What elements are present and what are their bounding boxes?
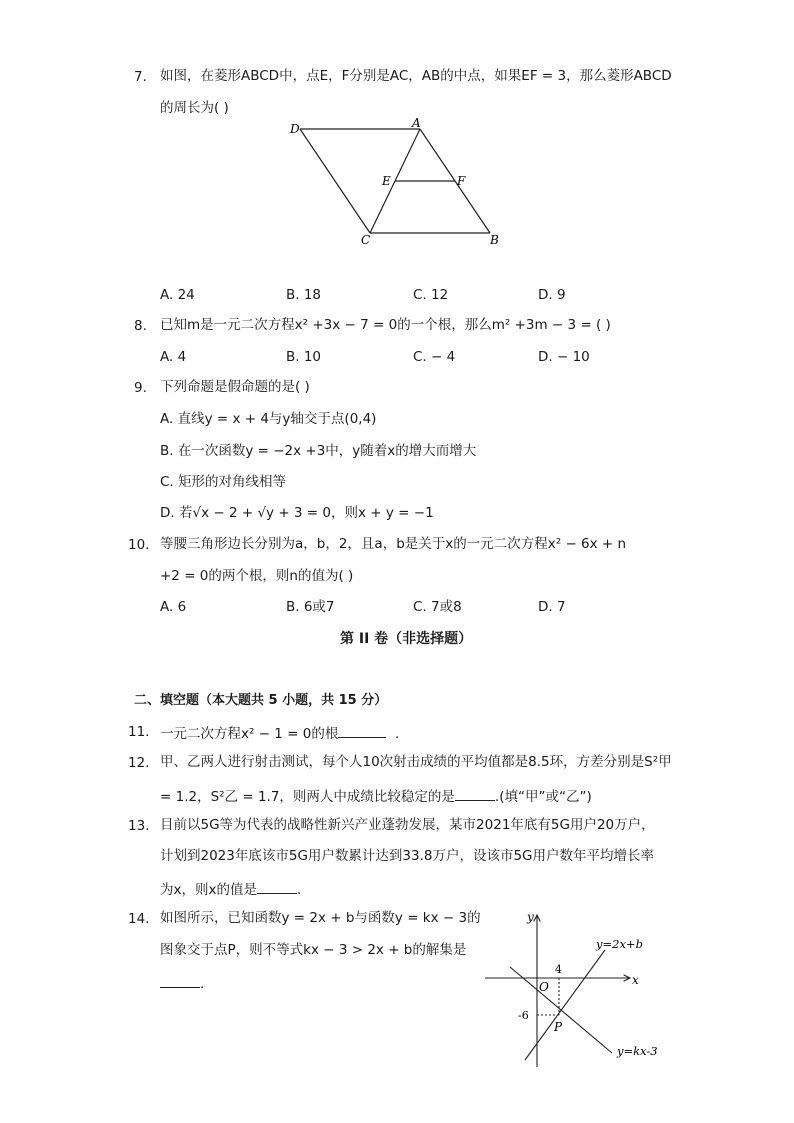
q12-number: 12. bbox=[128, 755, 150, 771]
label-c: C bbox=[361, 233, 371, 247]
q8-option-c: C. − 4 bbox=[413, 349, 456, 365]
q8-option-a: A. 4 bbox=[160, 349, 187, 365]
q11-number: 11. bbox=[128, 724, 150, 740]
q13-period: . bbox=[296, 882, 302, 898]
line1-label: y=2x+b bbox=[596, 937, 643, 951]
q10-number: 10. bbox=[128, 537, 150, 553]
q13-text: 为x，则x的值是 bbox=[160, 882, 257, 898]
q11-stem bbox=[160, 725, 399, 742]
q9-stem: 下列命题是假命题的是( ) bbox=[160, 379, 310, 395]
q7-rhombus-figure bbox=[280, 115, 510, 250]
q10-option-b: B. 6或7 bbox=[286, 599, 335, 615]
label-f: F bbox=[457, 174, 466, 188]
q10-option-d: D. 7 bbox=[538, 599, 566, 615]
part2-title: 第 II 卷（非选择题） bbox=[340, 631, 473, 647]
q13-answer-blank[interactable] bbox=[257, 881, 297, 894]
q7-option-c: C. 12 bbox=[413, 287, 449, 303]
label-d: D bbox=[290, 122, 300, 136]
q10-option-c: C. 7或8 bbox=[413, 599, 462, 615]
q7-option-a: A. 24 bbox=[160, 287, 195, 303]
y-axis-label: y bbox=[527, 910, 534, 924]
q9-number: 9. bbox=[134, 380, 147, 396]
q8-stem: 已知m是一元二次方程x² +3x − 7 = 0的一个根，那么m² +3m − 3 = ( ) bbox=[160, 317, 611, 333]
q9-option-d: D. 若√x − 2 + √y + 3 = 0，则x + y = −1 bbox=[160, 505, 434, 521]
q7-option-d: D. 9 bbox=[538, 287, 566, 303]
q10-stem-line1: 等腰三角形边长分别为a，b，2，且a，b是关于x的一元二次方程x² − 6x + n bbox=[160, 536, 627, 552]
q12-hint: .(填“甲”或“乙”) bbox=[494, 789, 592, 805]
origin-label: O bbox=[539, 980, 549, 994]
q12-answer-blank[interactable] bbox=[455, 788, 495, 801]
q10-stem-line2: +2 = 0的两个根，则n的值为( ) bbox=[160, 568, 354, 584]
q13-stem-line3 bbox=[160, 881, 301, 898]
q14-stem-line3 bbox=[160, 975, 204, 992]
q8-option-b: B. 10 bbox=[286, 349, 322, 365]
q14-stem-line1: 如图所示，已知函数y = 2x + b与函数y = kx − 3的 bbox=[160, 910, 481, 926]
q11-period: . bbox=[394, 726, 400, 742]
q12-text: = 1.2，S²乙 = 1.7，则两人中成绩比较稳定的是 bbox=[160, 789, 455, 805]
tick-x-4: 4 bbox=[555, 963, 562, 976]
q7-stem-line2: 的周长为( ) bbox=[160, 100, 229, 116]
q14-number: 14. bbox=[128, 911, 150, 927]
q14-period: . bbox=[200, 976, 205, 992]
section2-title: 二、填空题（本大题共 5 小题，共 15 分） bbox=[134, 693, 388, 708]
q8-option-d: D. − 10 bbox=[538, 349, 590, 365]
q9-option-c: C. 矩形的对角线相等 bbox=[160, 474, 287, 490]
side-dc bbox=[300, 129, 370, 233]
q9-option-a: A. 直线y = x + 4与y轴交于点(0,4) bbox=[160, 411, 377, 427]
q10-option-a: A. 6 bbox=[160, 599, 187, 615]
label-a: A bbox=[412, 116, 421, 130]
q13-stem-line1: 目前以5G等为代表的战略性新兴产业蓬勃发展，某市2021年底有5G用户20万户， bbox=[160, 817, 655, 833]
q8-number: 8. bbox=[134, 318, 147, 334]
q11-answer-blank[interactable] bbox=[338, 725, 386, 738]
q7-stem-line1: 如图，在菱形ABCD中，点E，F分别是AC，AB的中点，如果EF = 3，那么菱形ABCD bbox=[160, 68, 672, 84]
q13-number: 13. bbox=[128, 818, 150, 834]
q14-stem-line2: 图象交于点P，则不等式kx − 3 > 2x + b的解集是 bbox=[160, 942, 467, 958]
q7-option-b: B. 18 bbox=[286, 287, 322, 303]
label-e: E bbox=[382, 174, 391, 188]
q12-stem-line2 bbox=[160, 788, 592, 805]
line2-label: y=kx-3 bbox=[617, 1044, 658, 1058]
q12-stem-line1: 甲、乙两人进行射击测试，每个人10次射击成绩的平均值都是8.5环，方差分别是S²甲 bbox=[160, 754, 672, 770]
label-b: B bbox=[490, 233, 499, 247]
x-axis-label: x bbox=[632, 973, 639, 987]
q14-answer-blank[interactable] bbox=[160, 975, 200, 988]
q14-graph bbox=[480, 905, 670, 1075]
q13-stem-line2: 计划到2023年底该市5G用户数累计达到33.8万户，设该市5G用户数年平均增长率 bbox=[160, 848, 655, 864]
point-p-label: P bbox=[554, 1020, 563, 1034]
q11-text: 一元二次方程x² − 1 = 0的根 bbox=[160, 726, 339, 742]
tick-y-minus-6: -6 bbox=[518, 1009, 529, 1022]
q9-option-b: B. 在一次函数y = −2x +3中，y随着x的增大而增大 bbox=[160, 443, 477, 459]
q7-number: 7. bbox=[134, 69, 147, 85]
